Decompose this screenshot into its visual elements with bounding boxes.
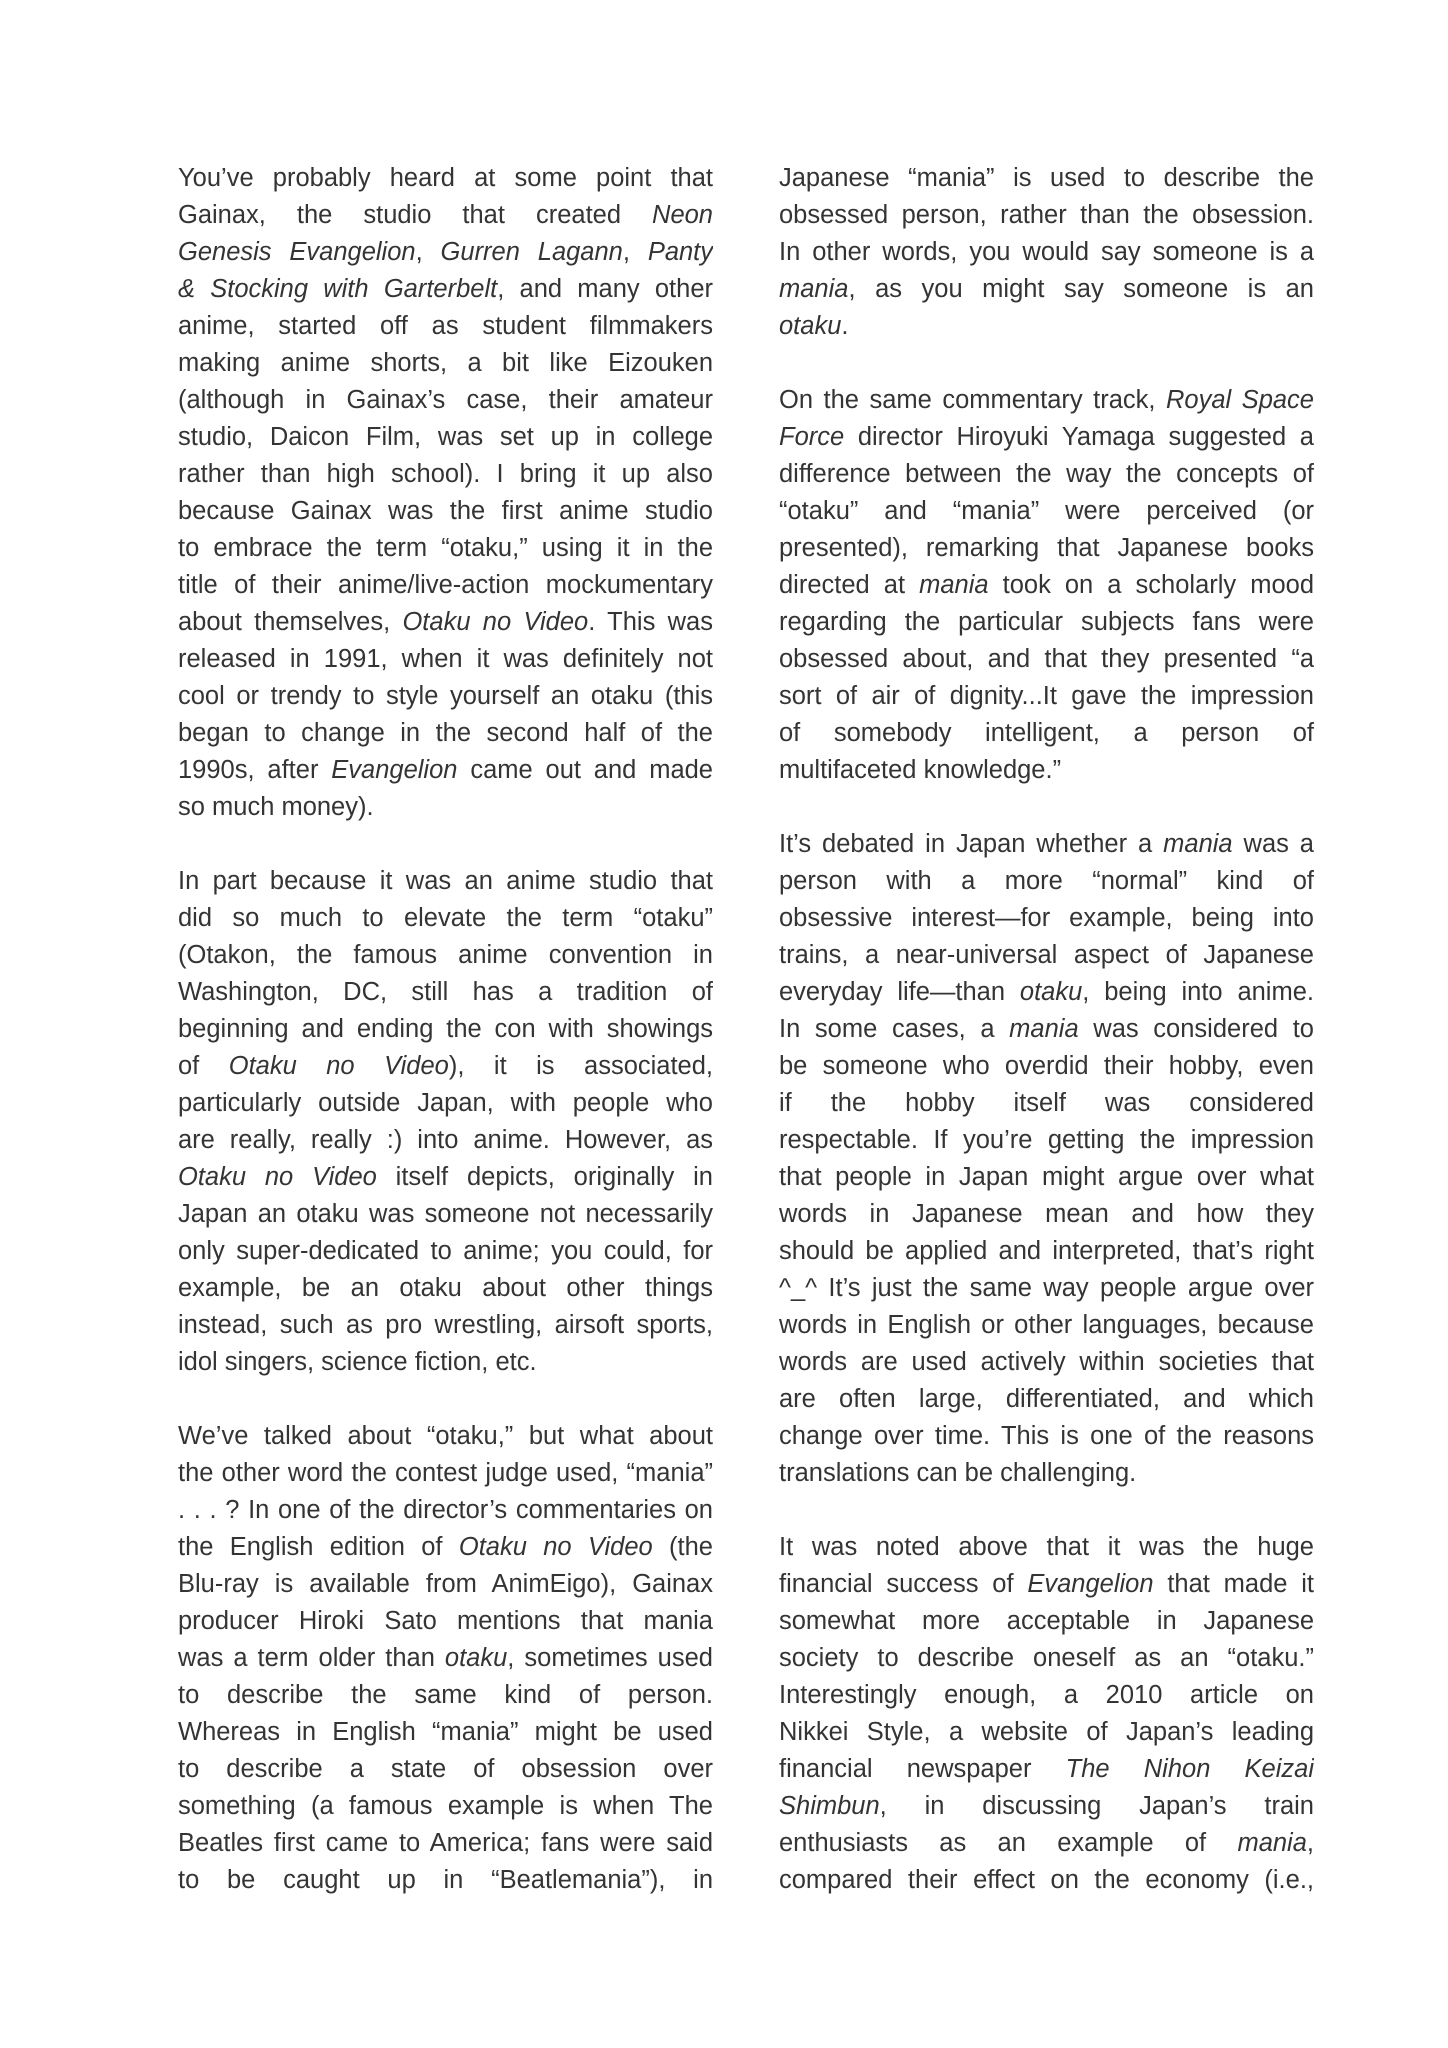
right-column: [779, 160, 1314, 1899]
text-line: released in 1991, when it was definitely not: [178, 645, 713, 673]
text-line: compared their effect on the economy (i.e.,: [779, 1866, 1314, 1894]
text-line: Japan an otaku was someone not necessarily: [178, 1200, 713, 1228]
text-line: making anime shorts, a bit like Eizouken: [178, 349, 713, 377]
text-line: studio, Daicon Film, was set up in college: [178, 423, 713, 451]
text-line: everyday life—than otaku, being into anime.: [779, 978, 1314, 1006]
text-line: beginning and ending the con with showings: [178, 1015, 713, 1043]
text-line: & Stocking with Garterbelt, and many other: [178, 275, 713, 303]
text-line: trains, a near-universal aspect of Japanese: [779, 941, 1314, 969]
text-line: person with a more “normal” kind of: [779, 867, 1314, 895]
text-line: particularly outside Japan, with people who: [178, 1089, 713, 1117]
text-line: Beatles first came to America; fans were said: [178, 1829, 713, 1857]
text-line: cool or trendy to style yourself an otaku (this: [178, 682, 713, 710]
text-line: “otaku” and “mania” were perceived (or: [779, 497, 1314, 525]
text-columns: [178, 160, 1314, 1899]
text-line: enthusiasts as an example of mania,: [779, 1829, 1314, 1857]
text-line: It’s debated in Japan whether a mania was a: [779, 830, 1314, 858]
text-line: somewhat more acceptable in Japanese: [779, 1607, 1314, 1635]
text-line: obsessive interest—for example, being into: [779, 904, 1314, 932]
text-line: (although in Gainax’s case, their amateur: [178, 386, 713, 414]
paragraph: [779, 826, 1314, 1492]
text-line: 1990s, after Evangelion came out and made: [178, 756, 713, 784]
text-line: words in Japanese mean and how they: [779, 1200, 1314, 1228]
paragraph: [779, 160, 1314, 345]
text-line: Japanese “mania” is used to describe the: [779, 164, 1314, 192]
text-line: are really, really :) into anime. However, as: [178, 1126, 713, 1154]
text-line: It was noted above that it was the huge: [779, 1533, 1314, 1561]
text-line: Whereas in English “mania” might be used: [178, 1718, 713, 1746]
text-line: the other word the contest judge used, “mania”: [178, 1459, 713, 1487]
text-line: presented), remarking that Japanese books: [779, 534, 1314, 562]
text-line: was a term older than otaku, sometimes used: [178, 1644, 713, 1672]
text-line: In some cases, a mania was considered to: [779, 1015, 1314, 1043]
text-line: obsessed about, and that they presented “a: [779, 645, 1314, 673]
text-line: sort of air of dignity...It gave the impression: [779, 682, 1314, 710]
text-line: Force director Hiroyuki Yamaga suggested a: [779, 423, 1314, 451]
paragraph: [178, 1418, 713, 1899]
text-line: because Gainax was the first anime studio: [178, 497, 713, 525]
text-line: Blu-ray is available from AnimEigo), Gainax: [178, 1570, 713, 1598]
text-line: We’ve talked about “otaku,” but what about: [178, 1422, 713, 1450]
text-line: to describe a state of obsession over: [178, 1755, 713, 1783]
paragraph: [178, 863, 713, 1381]
text-line: mania, as you might say someone is an: [779, 275, 1314, 303]
text-line: began to change in the second half of the: [178, 719, 713, 747]
text-line: producer Hiroki Sato mentions that mania: [178, 1607, 713, 1635]
paragraph: [779, 1529, 1314, 1899]
paragraph: [779, 382, 1314, 789]
text-line: idol singers, science fiction, etc.: [178, 1348, 537, 1376]
text-line: respectable. If you’re getting the impression: [779, 1126, 1314, 1154]
text-line: did so much to elevate the term “otaku”: [178, 904, 713, 932]
text-line: of somebody intelligent, a person of: [779, 719, 1314, 747]
text-line: Shimbun, in discussing Japan’s train: [779, 1792, 1314, 1820]
text-line: to embrace the term “otaku,” using it in the: [178, 534, 713, 562]
text-line: Washington, DC, still has a tradition of: [178, 978, 713, 1006]
text-line: something (a famous example is when The: [178, 1792, 713, 1820]
text-line: are often large, differentiated, and which: [779, 1385, 1314, 1413]
text-line: financial newspaper The Nihon Keizai: [779, 1755, 1314, 1783]
text-line: words in English or other languages, because: [779, 1311, 1314, 1339]
text-line: obsessed person, rather than the obsession.: [779, 201, 1314, 229]
text-line: so much money).: [178, 793, 374, 821]
text-line: In other words, you would say someone is a: [779, 238, 1314, 266]
text-line: rather than high school). I bring it up also: [178, 460, 713, 488]
text-line: words are used actively within societies that: [779, 1348, 1314, 1376]
text-line: financial success of Evangelion that made it: [779, 1570, 1314, 1598]
text-line: Interestingly enough, a 2010 article on: [779, 1681, 1314, 1709]
text-line: Gainax, the studio that created Neon: [178, 201, 713, 229]
text-line: . . . ? In one of the director’s commentaries on: [178, 1496, 713, 1524]
paragraph: [178, 160, 713, 826]
text-line: Genesis Evangelion, Gurren Lagann, Panty: [178, 238, 713, 266]
text-line: to be caught up in “Beatlemania”), in: [178, 1866, 713, 1894]
text-line: about themselves, Otaku no Video. This was: [178, 608, 713, 636]
text-line: the English edition of Otaku no Video (the: [178, 1533, 713, 1561]
text-line: of Otaku no Video), it is associated,: [178, 1052, 713, 1080]
text-line: if the hobby itself was considered: [779, 1089, 1314, 1117]
text-line: be someone who overdid their hobby, even: [779, 1052, 1314, 1080]
text-line: regarding the particular subjects fans were: [779, 608, 1314, 636]
text-line: translations can be challenging.: [779, 1459, 1137, 1487]
text-line: otaku.: [779, 312, 849, 340]
text-line: On the same commentary track, Royal Space: [779, 386, 1314, 414]
text-line: (Otakon, the famous anime convention in: [178, 941, 713, 969]
text-line: ^_^ It’s just the same way people argue over: [779, 1274, 1314, 1302]
text-line: Nikkei Style, a website of Japan’s leading: [779, 1718, 1314, 1746]
text-line: You’ve probably heard at some point that: [178, 164, 713, 192]
text-line: society to describe oneself as an “otaku.”: [779, 1644, 1314, 1672]
text-line: example, be an otaku about other things: [178, 1274, 713, 1302]
text-line: difference between the way the concepts of: [779, 460, 1314, 488]
text-line: should be applied and interpreted, that’s right: [779, 1237, 1314, 1265]
text-line: change over time. This is one of the reasons: [779, 1422, 1314, 1450]
text-line: anime, started off as student filmmakers: [178, 312, 713, 340]
text-line: title of their anime/live-action mockumentary: [178, 571, 713, 599]
text-line: only super-dedicated to anime; you could, for: [178, 1237, 713, 1265]
text-line: directed at mania took on a scholarly mood: [779, 571, 1314, 599]
text-line: to describe the same kind of person.: [178, 1681, 713, 1709]
text-line: that people in Japan might argue over what: [779, 1163, 1314, 1191]
left-column: [178, 160, 713, 1899]
text-line: instead, such as pro wrestling, airsoft sports,: [178, 1311, 713, 1339]
text-line: In part because it was an anime studio that: [178, 867, 713, 895]
text-line: Otaku no Video itself depicts, originally in: [178, 1163, 713, 1191]
text-line: multifaceted knowledge.”: [779, 756, 1062, 784]
